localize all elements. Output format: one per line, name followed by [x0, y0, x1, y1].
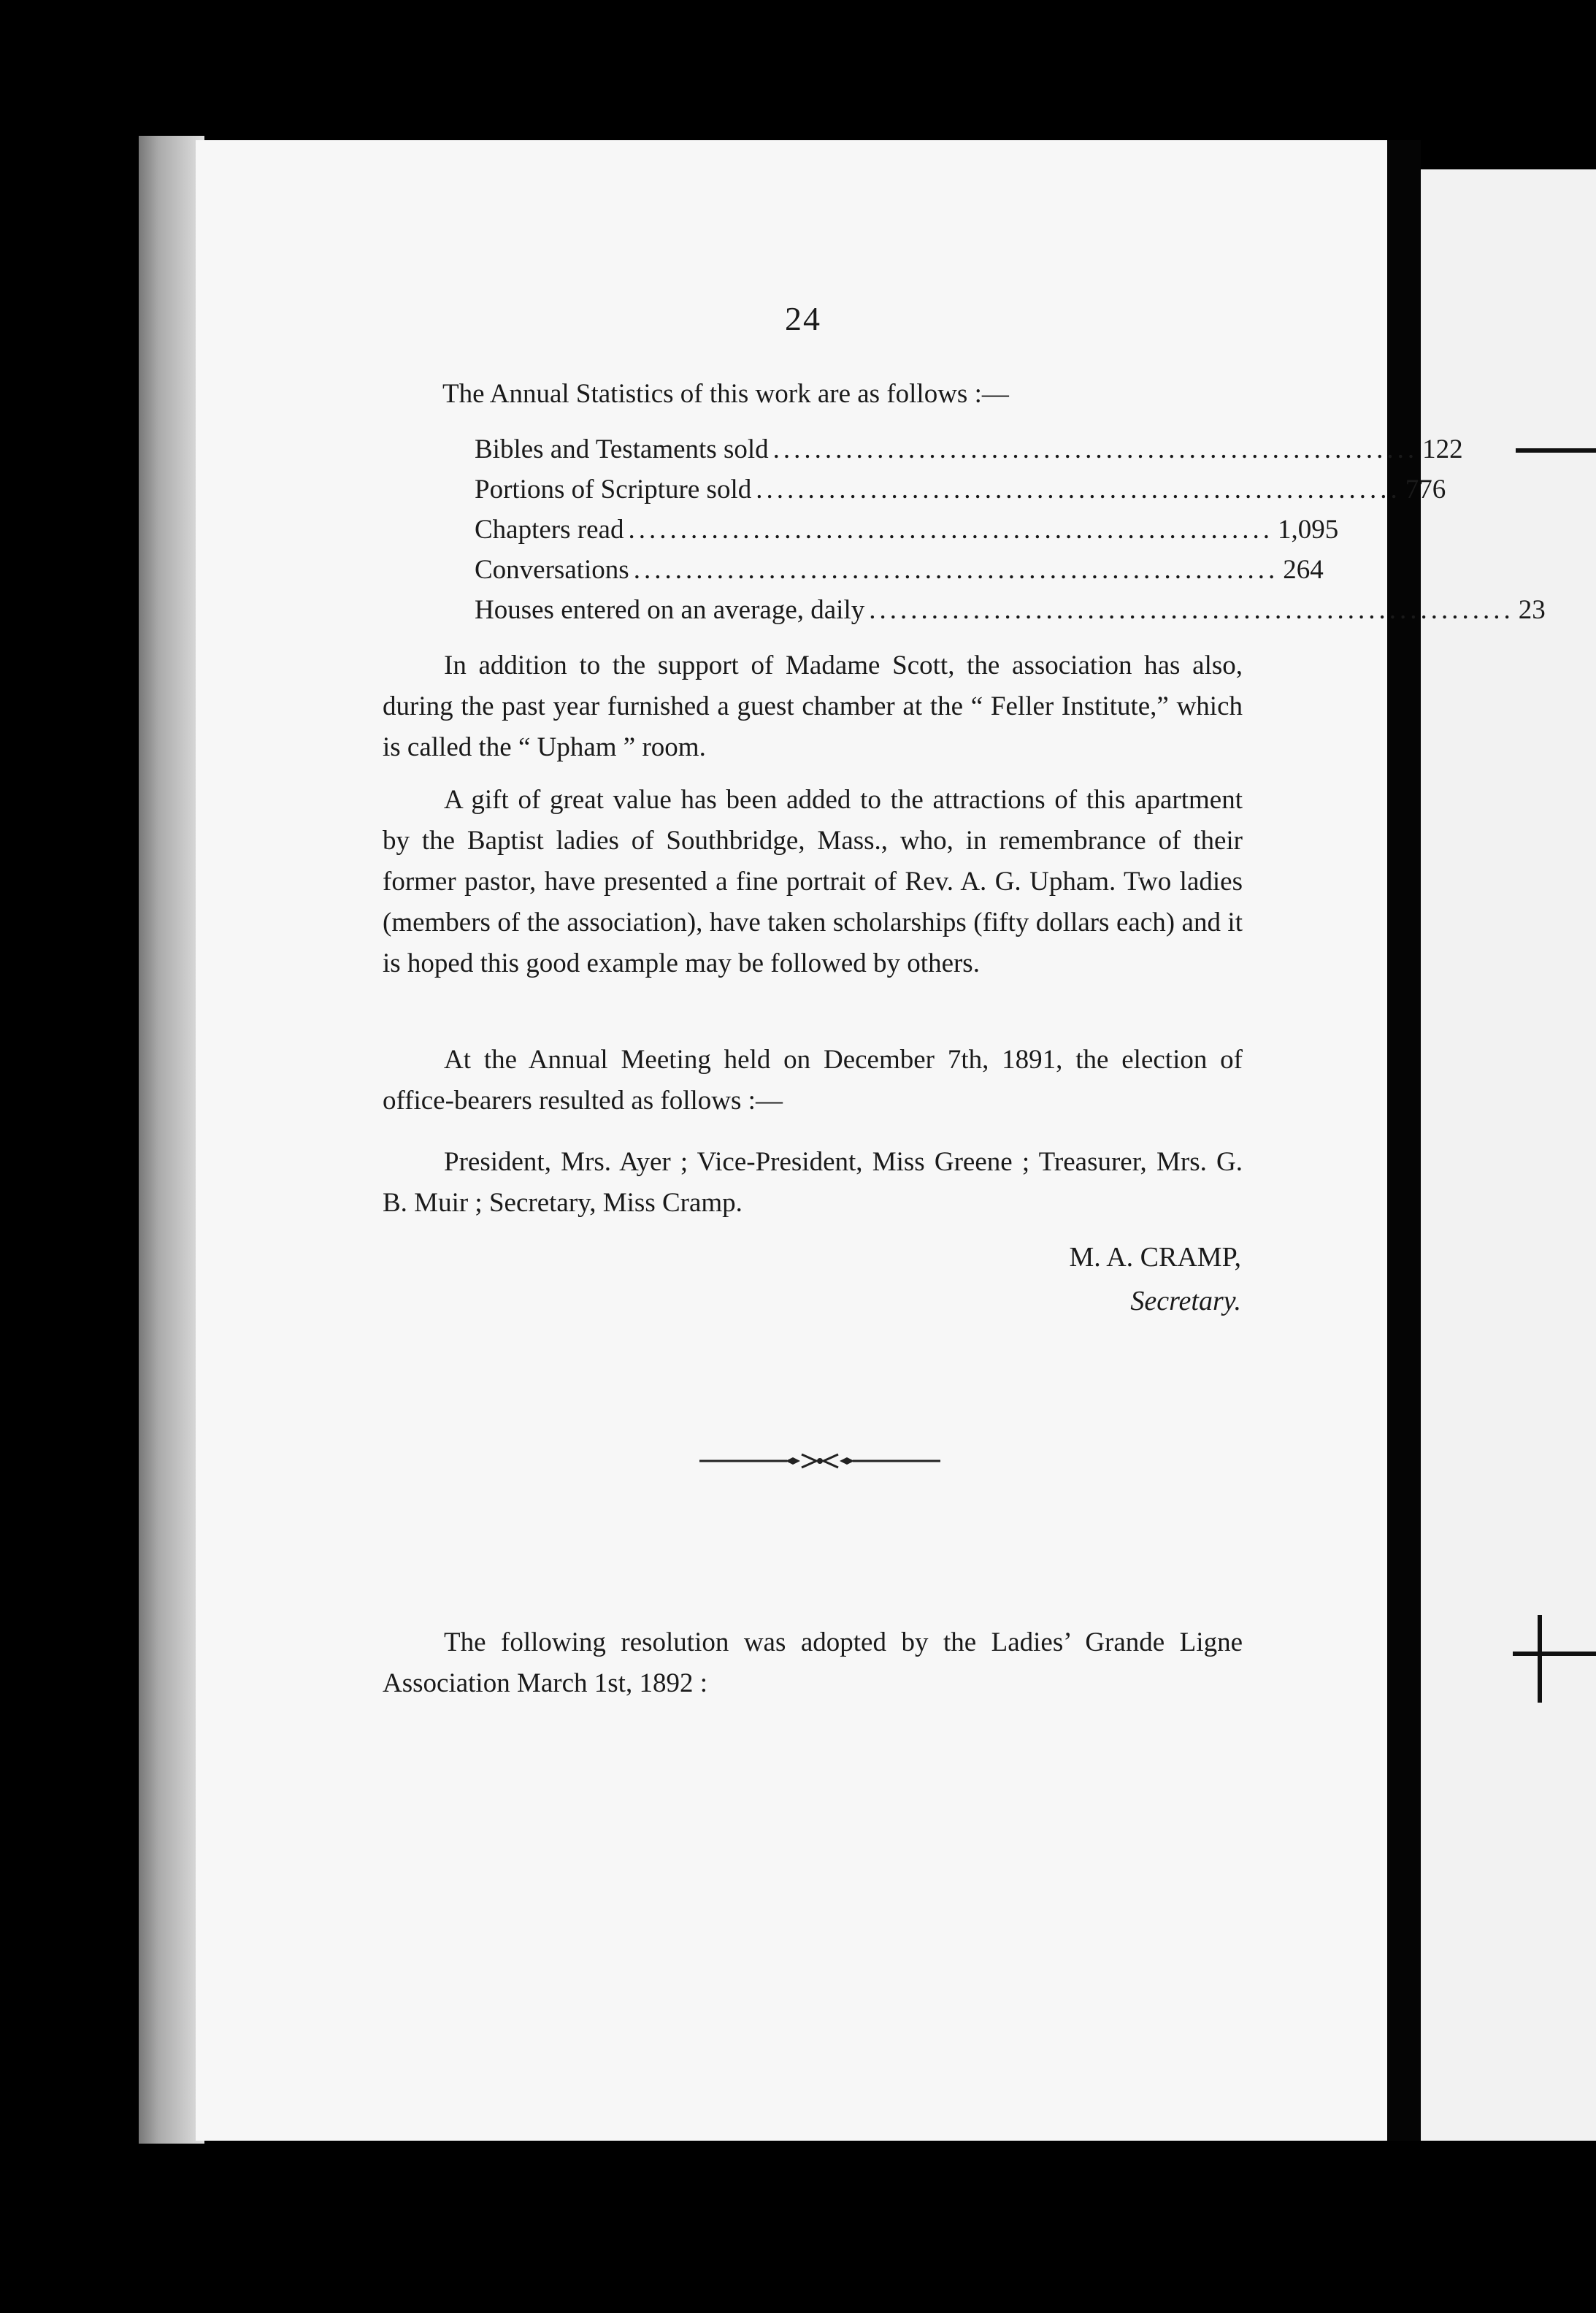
statistics-row: [475, 434, 1463, 474]
paragraph-resolution: [383, 1622, 1243, 1704]
paragraph-text: A gift of great value has been added to the attractions of this apartment by the Baptist ladies of Southbridge, Mass., who, in remembrance of their former pastor, have presented a fine portrait of Rev. A. G. Upham. Two ladies (members of the association), have taken scholarships (fifty dollars each) and it is hoped this good example may be followed by others.: [383, 785, 1243, 978]
paragraph-guest-chamber: [383, 645, 1243, 768]
page-number: 24: [785, 300, 821, 337]
statistic-value: 23: [1518, 595, 1546, 625]
leader-dots: ..............................................................: [756, 475, 1401, 505]
statistic-label: Chapters read: [475, 515, 624, 545]
statistics-list: [475, 434, 1546, 634]
leader-dots: ..............................................................: [628, 515, 1273, 545]
statistic-label: Bibles and Testaments sold: [475, 434, 769, 464]
statistic-value: 776: [1405, 475, 1446, 505]
paragraph-office-bearers: [383, 1142, 1243, 1224]
statistics-intro: The Annual Statistics of this work are as follows :—: [442, 379, 1009, 409]
ornament-divider-icon: [699, 1450, 940, 1472]
statistic-label: Conversations: [475, 555, 629, 585]
signature-block: [876, 1235, 1241, 1323]
statistic-value: 264: [1283, 555, 1324, 585]
leader-dots: ..............................................................: [633, 555, 1279, 585]
signature-name: M. A. CRAMP,: [1069, 1242, 1241, 1273]
paragraph-text: At the Annual Meeting held on December 7th, 1891, the election of office-bearers resulted as follows :—: [383, 1045, 1243, 1116]
paragraph-annual-meeting: [383, 1040, 1243, 1121]
paragraph-portrait-gift: [383, 780, 1243, 984]
registration-mark: [1538, 1615, 1542, 1703]
statistic-value: 1,095: [1277, 515, 1339, 545]
facing-page: [1421, 169, 1596, 2141]
statistics-row: [475, 594, 1546, 634]
statistic-label: Houses entered on an average, daily: [475, 595, 865, 625]
page-edge: [139, 136, 204, 2144]
leader-dots: ..............................................................: [869, 595, 1514, 625]
leader-dots: ..............................................................: [772, 434, 1419, 464]
statistic-label: Portions of Scripture sold: [475, 475, 752, 505]
paragraph-text: The following resolution was adopted by the Ladies’ Grande Ligne Association March 1st, 1892 :: [383, 1627, 1243, 1698]
signature-title: Secretary.: [1130, 1286, 1241, 1316]
paragraph-text: President, Mrs. Ayer ; Vice-President, Miss Greene ; Treasurer, Mrs. G. B. Muir ; Secretary, Miss Cramp.: [383, 1147, 1243, 1218]
registration-mark: [1516, 448, 1596, 453]
statistics-row: [475, 554, 1324, 594]
statistics-row: [475, 474, 1446, 514]
paragraph-text: In addition to the support of Madame Scott, the association has also, during the past year furnished a guest chamber at the “ Feller Institute,” which is called the “ Upham ” room.: [383, 651, 1243, 762]
statistics-row: [475, 514, 1339, 554]
registration-mark: [1513, 1652, 1596, 1656]
statistic-value: 122: [1422, 434, 1463, 464]
